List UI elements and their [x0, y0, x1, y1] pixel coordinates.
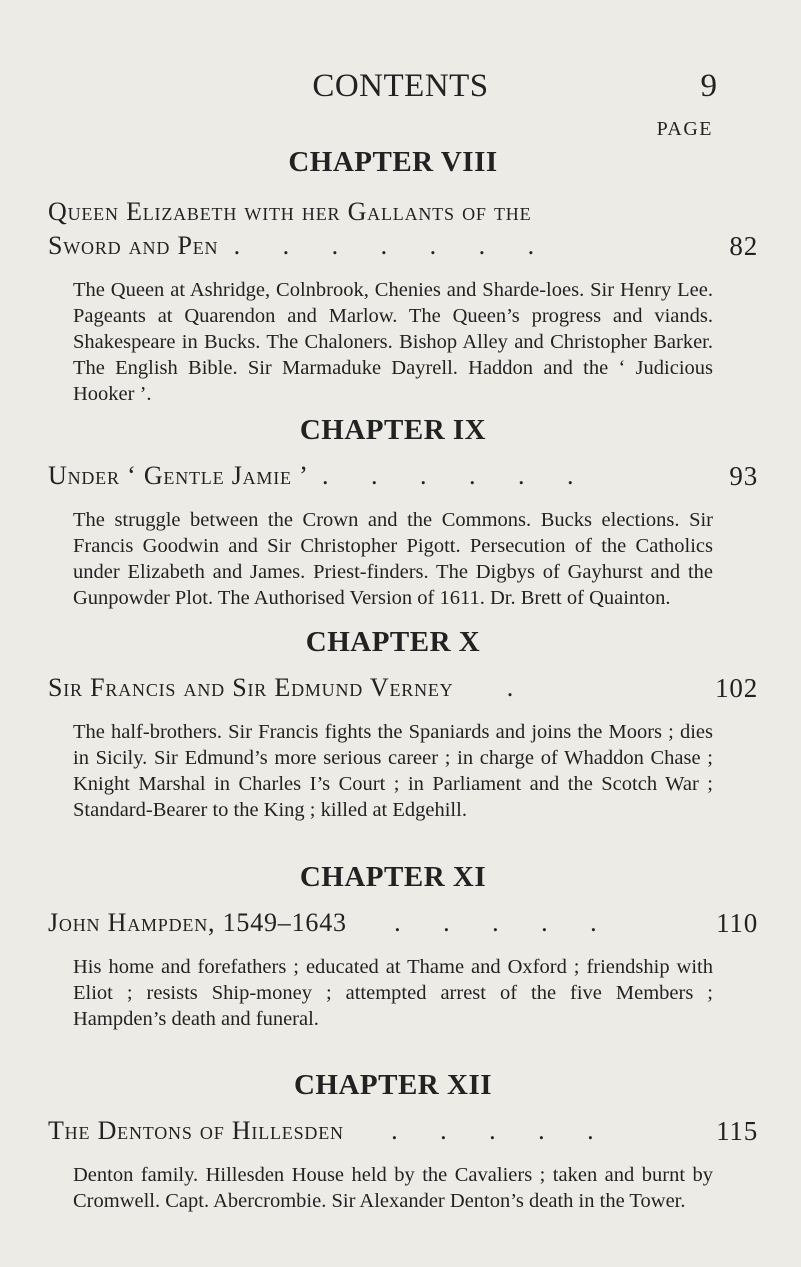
- page-column-label: PAGE: [656, 118, 713, 140]
- chapter-title-text: John Hampden, 1549–1643: [48, 908, 347, 937]
- leader-dots: . . . . .: [394, 908, 615, 937]
- chapter-heading: CHAPTER X: [305, 626, 481, 658]
- running-title: CONTENTS: [312, 68, 489, 104]
- chapter-heading: CHAPTER XII: [293, 1069, 493, 1101]
- chapter-title: [48, 1114, 758, 1148]
- chapter-viii-entry: [48, 145, 758, 407]
- chapter-heading: CHAPTER VIII: [288, 146, 498, 178]
- chapter-ix-entry: [48, 413, 758, 611]
- leader-dots: . . . . .: [391, 1116, 612, 1145]
- chapter-page-number: 82: [729, 231, 758, 261]
- chapter-title-continued: [48, 229, 758, 263]
- chapter-title-text: Under ‘ Gentle Jamie ’: [48, 461, 307, 490]
- chapter-page-number: 93: [729, 461, 758, 491]
- chapter-heading: CHAPTER IX: [299, 414, 487, 446]
- chapter-title: [48, 906, 758, 940]
- chapter-page-number: 110: [716, 908, 758, 938]
- chapter-summary: The half-brothers. Sir Francis fights the Spaniards and joins the Moors ; dies in Sicily. Sir Edmund’s more serious career ; in charge of Whaddon Chase ; Knight Marshal in Charles I’s Court ; in Parliament and the Scotch War ; Standard-Bearer to the King ; killed at Edgehill.: [73, 721, 713, 821]
- chapter-page-number: 115: [716, 1116, 758, 1146]
- chapter-x-entry: [48, 625, 758, 823]
- chapter-xii-entry: [48, 1068, 758, 1214]
- chapter-summary: His home and forefathers ; educated at Thame and Oxford ; friendship with Eliot ; resists Ship-money ; attempted arrest of the five Members ; Hampden’s death and funeral.: [73, 956, 713, 1030]
- chapter-summary: Denton family. Hillesden House held by the Cavaliers ; taken and burnt by Cromwell. Capt. Abercrombie. Sir Alexander Denton’s death in the Tower.: [73, 1164, 713, 1212]
- chapter-title-line-2: Sword and Pen: [48, 231, 219, 260]
- chapter-title-text: The Dentons of Hillesden: [48, 1116, 344, 1145]
- leader-dots: . . . . . .: [321, 461, 592, 490]
- leader-dots: . . . . . . .: [233, 231, 553, 260]
- leader-dots: .: [506, 673, 532, 702]
- chapter-summary: The struggle between the Crown and the Commons. Bucks elections. Sir Francis Goodwin and Sir Christopher Pigott. Persecution of the Catholics under Elizabeth and James. Priest-finders. The Digbys of Gayhurst and the Gunpowder Plot. The Authorised Version of 1611. Dr. Brett of Quainton.: [73, 509, 713, 609]
- chapter-xi-entry: [48, 860, 758, 1032]
- running-head: [0, 68, 801, 108]
- chapter-title-text: Sir Francis and Sir Edmund Verney: [48, 673, 454, 702]
- chapter-title: [48, 195, 738, 229]
- chapter-title-line-1: Queen Elizabeth with her Gallants of the: [48, 197, 532, 226]
- chapter-title: [48, 459, 758, 493]
- chapter-page-number: 102: [715, 673, 758, 703]
- page-number: 9: [700, 68, 717, 104]
- chapter-summary: The Queen at Ashridge, Colnbrook, Chenies and Sharde-loes. Sir Henry Lee. Pageants at Quarendon and Marlow. The Queen’s progress and viands. Shakespeare in Bucks. The Chaloners. Bishop Alley and Christopher Barker. The English Bible. Sir Marmaduke Dayrell. Haddon and the ‘ Judicious Hooker ’.: [73, 279, 713, 405]
- chapter-title: [48, 671, 758, 705]
- chapter-heading: CHAPTER XI: [299, 861, 487, 893]
